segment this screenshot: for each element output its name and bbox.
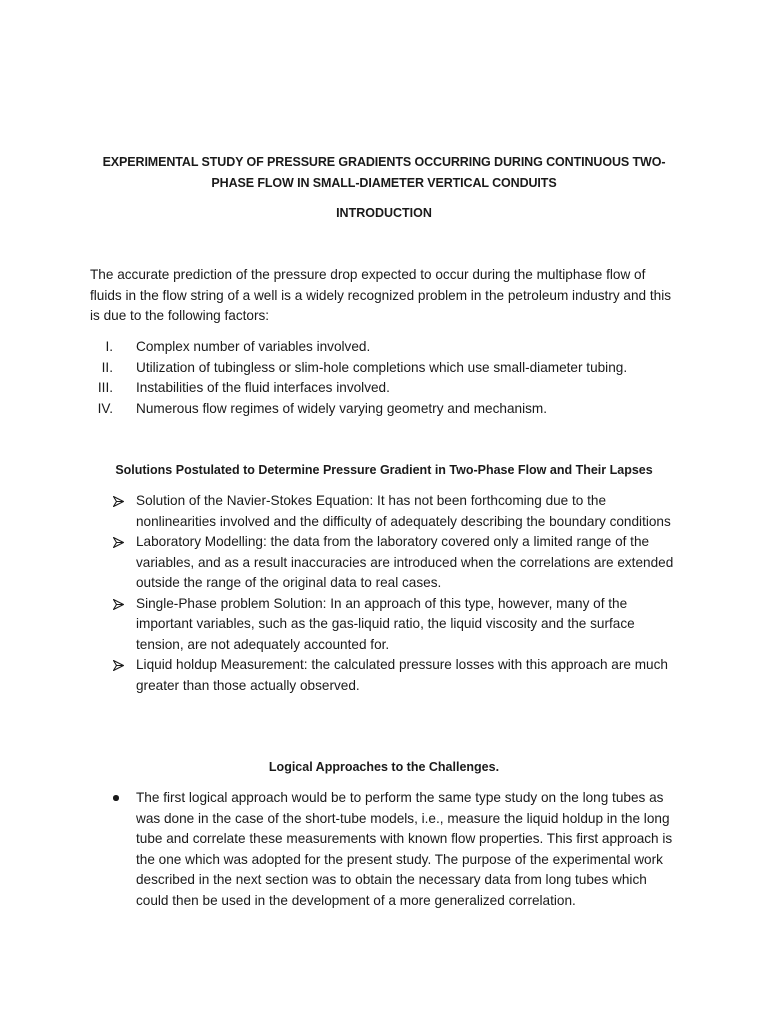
document-title: EXPERIMENTAL STUDY OF PRESSURE GRADIENTS OCCURRING DURING CONTINUOUS TWO-PHASE FLOW IN SMALL-DIAMETER VERTICAL CONDUITS [102,155,666,190]
introduction-heading: INTRODUCTION [336,206,432,220]
list-item [0,655,768,696]
factors-list [0,337,768,419]
list-item-text: Numerous flow regimes of widely varying geometry and mechanism. [136,400,547,416]
list-item [0,378,768,399]
arrowhead-bullet-icon [113,491,127,507]
list-item [0,532,768,594]
list-item-text: Instabilities of the fluid interfaces involved. [136,380,390,395]
roman-numeral: III. [97,380,113,395]
approaches-list [0,788,768,911]
list-item [0,788,768,911]
list-item [0,491,768,532]
roman-numeral: II. [101,359,113,375]
arrowhead-bullet-icon [113,594,127,610]
solutions-list [0,491,768,696]
arrowhead-bullet-icon [113,655,127,671]
list-item-text: Utilization of tubingless or slim-hole completions which use small-diameter tubing. [136,359,628,375]
list-item [0,594,768,656]
list-item-text: Laboratory Modelling: the data from the laboratory covered only a limited range of the variables, and as a result inaccuracies are introduced when the correlations are extended outside the range of the original data to real cases. [136,534,674,590]
list-item [0,399,768,420]
arrowhead-bullet-icon [113,532,127,548]
roman-numeral: IV. [97,400,113,416]
list-item-text: The first logical approach would be to perform the same type study on the long tubes as was done in the case of the short-tube models, i.e., measure the liquid holdup in the long tube and correlate these measurements with known flow properties. This first approach is the one which was adopted for the present study. The purpose of the experimental work described in the next section was to obtain the necessary data from long tubes which could then be used in the development of a more generalized correlation. [136,790,673,908]
roman-numeral: I. [105,339,113,354]
list-item-text: Solution of the Navier-Stokes Equation: It has not been forthcoming due to the nonlinearities involved and the difficulty of adequately describing the boundary conditions [136,493,671,529]
approaches-heading: Logical Approaches to the Challenges. [268,760,500,774]
list-item [0,337,768,358]
intro-paragraph: The accurate prediction of the pressure drop expected to occur during the multiphase flow of fluids in the flow string of a well is a widely recognized problem in the petroleum industry and this is due to the following factors: [90,267,672,323]
round-bullet-icon [113,788,123,801]
list-item-text: Single-Phase problem Solution: In an approach of this type, however, many of the important variables, such as the gas-liquid ratio, the liquid viscosity and the surface tension, are not adequately accounted for. [136,595,635,652]
list-item-text: Liquid holdup Measurement: the calculated pressure losses with this approach are much greater than those actually observed. [136,657,668,693]
solutions-heading: Solutions Postulated to Determine Pressure Gradient in Two-Phase Flow and Their Lapses [115,463,653,477]
list-item-text: Complex number of variables involved. [136,339,371,354]
list-item [0,358,768,379]
